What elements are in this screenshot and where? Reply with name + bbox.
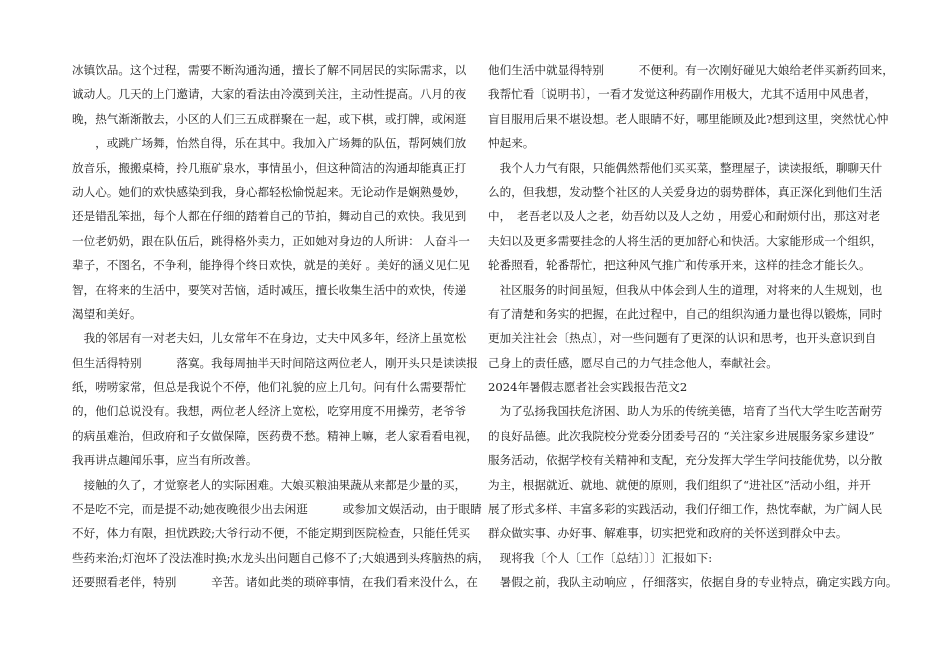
text-line: 现将我〔个人〔工作〔总结〕〕〕汇报如下: [488,550,713,565]
text-line: 我的邻居有一对老夫妇，儿女常年不在身边，丈夫中风多年，经济上虽宽松 [72,331,467,346]
text-line: 暑假之前，我队主动响应 ，仔细落实，依据自身的专业特点，确定实践方向。 [488,575,898,590]
text-line: 动人心。她们的欢快感染到我，身心都轻松愉悦起来。无论动作是娴熟曼妙， [72,184,467,199]
text-line: 社区服务的时间虽短，但我从中体会到人生的道理，对将来的人生规划，也 [488,282,883,297]
text-line: 么的，但我想，发动整个社区的人关爱身边的弱势群体，真正深化到他们生活 [488,184,883,199]
text-line: 忡起来。 [488,136,535,151]
text-line: 诚动人。几天的上门邀请，大家的看法由冷漠到关注，主动性提高。八月的夜 [72,87,467,102]
text-line: 纸，唠唠家常，但总是我说个不停，他们礼貌的应上几句。问有什么需要帮忙 [72,380,467,395]
text-line: 2024年暑假志愿者社会实践报告范文2 [488,380,688,395]
text-line: 己身上的责任感，愿尽自己的力气挂念他人，奉献社会。 [488,355,778,370]
text-line: 中， 老吾老以及人之老，幼吾幼以及人之幼 ，用爱心和耐烦付出，那这对老 [488,209,881,224]
text-line: 群众做实事、办好事、解难事，切实把党和政府的关怀送到群众中去。 [488,526,848,541]
text-line: 不是吃不完，而是提不动;她夜晚很少出去闲逛 或参加文娱活动，由于眼睛 [72,502,482,517]
text-line: 更加关注社会〔热点〕，对一些问题有了更深的认识和思考，也开头意识到自 [488,331,877,346]
text-line: 晚，热气渐渐散去，小区的人们三五成群聚在一起，或下棋，或打牌，或闲逛 [72,111,467,126]
text-line: 轮番照看，轮番帮忙，把这种风气推广和传承开来，这样的挂念才能长久。 [488,258,871,273]
text-line: 些药来治;灯泡坏了没法准时换;水龙头出问题自己修不了;大娘遇到头疼脑热的病， [72,550,490,565]
text-line: 一位老奶奶，跟在队伍后，跳得格外卖力，正如她对身边的人所讲： 人奋斗一 [72,233,470,248]
text-line: 不好，体力有限，担忧跌跤;大爷行动不便，不能定期到医院检查，只能任凭买 [72,526,471,541]
text-line: 但生活得特别 落寞。我每周抽半天时间陪这两位老人，刚开头只是读读报 [72,355,478,370]
text-line: 辈子，不图名，不争利，能挣得个终日欢快，就是的美好 。美好的涵义见仁见 [72,258,470,273]
text-line: 他们生活中就显得特别 不便利。有一次刚好碰见大娘给老伴买新药回来， [488,63,894,77]
text-line: 的，他们总说没有。我想，两位老人经济上宽松，吃穿用度不用操劳，老爷爷 [72,404,467,419]
text-line: 为了弘扬我国扶危济困、助人为乐的传统美德，培育了当代大学生吃苦耐劳 [488,404,883,419]
text-line: 展了形式多样、丰富多彩的实践活动，我们仔细工作，热忱奉献，为广阔人民 [488,502,883,517]
left-text-column [72,58,490,595]
text-line: 服务活动，依据学校有关精神和支配，充分发挥大学生学问技能优势，以分散 [488,453,883,468]
text-line: 冰镇饮品。这个过程，需要不断沟通沟通，擅长了解不同居民的实际需求，以 [72,63,467,77]
text-line: 我帮忙看〔说明书〕，一看才发觉这种药副作用极大，尤其不适用中风患者， [488,87,877,102]
text-line: 接触的久了，才觉察老人的实际困难。大娘买粮油果蔬从来都是少量的买， [72,477,467,492]
text-line: 还要照看老伴，特别 辛苦。诸如此类的琐碎事情，在我们看来没什么，在 [72,575,478,590]
text-line: 渴望和美好。 [72,306,142,321]
text-line: 为主，根据就近、就地、就便的原则，我们组织了“进社区”活动小组，并开 [488,477,871,492]
right-text-column [488,58,898,595]
text-line: 的良好品德。此次我院校分党委分团委号召的 “关注家乡进展服务家乡建设” [488,428,875,443]
text-line: 夫妇以及更多需要挂念的人将生活的更加舒心和快活。大家能形成一个组织， [488,233,883,248]
text-line: 还是错乱笨拙，每个人都在仔细的踏着自己的节拍，舞动自己的欢快。我见到 [72,209,467,224]
text-line: 盲目服用后果不堪设想。老人眼睛不好，哪里能顾及此?想到这里，突然忧心忡 [488,111,889,126]
text-line: ，或跳广场舞，怡然自得，乐在其中。我加入广场舞的队伍，帮阿姨们放 [72,136,467,151]
text-line: 我个人力气有限，只能偶然帮他们买买菜，整理屋子，读读报纸，聊聊天什 [488,160,883,175]
text-line: 我再讲点趣闻乐事，应当有所改善。 [72,453,258,468]
text-line: 放音乐，搬搬桌椅，拎几瓶矿泉水，事情虽小，但这种简洁的沟通却能真正打 [72,160,467,175]
text-line: 有了清楚和务实的把握，在此过程中，自己的组织沟通力量也得以锻炼，同时 [488,306,883,321]
text-line: 智，在将来的生活中，要笑对苦恼，适时减压，擅长收集生活中的欢快，传递 [72,282,467,297]
text-line: 的病虽难治，但政府和子女做保障，医药费不愁。精神上嘛，老人家看看电视， [72,428,478,443]
